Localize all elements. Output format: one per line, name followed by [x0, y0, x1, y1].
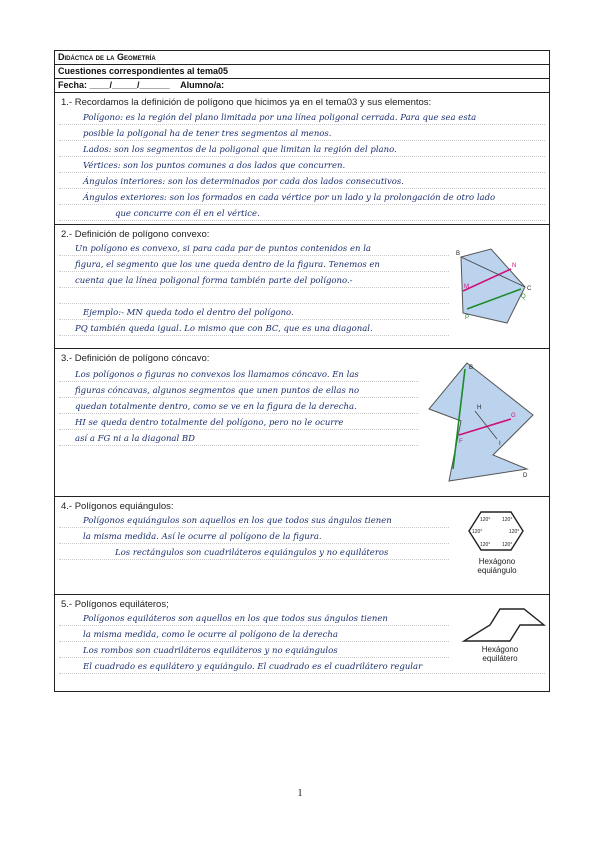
handwritten-line: Polígonos equiángulos son aquellos en los que todos sus ángulos tienen — [83, 516, 392, 526]
handwritten-line: Ángulos interiores: son los determinados por cada dos lados consecutivos. — [83, 177, 404, 187]
handwritten-line: El cuadrado es equilátero y equiángulo. El cuadrado es el cuadrilátero regular — [83, 662, 423, 672]
handwritten-line: Lados: son los segmentos de la poligonal que limitan la región del plano. — [83, 145, 397, 155]
section-title: 4.- Polígonos equiángulos: — [61, 501, 174, 512]
label-f: F — [459, 439, 463, 445]
handwritten-line: Polígonos equiláteros son aquellos en los que todos sus ángulos tienen — [83, 614, 388, 624]
handwritten-line: Vértices: son los puntos comunes a dos lados que concurren. — [83, 161, 346, 171]
angle-label: 120° — [509, 529, 520, 535]
label-b: B — [456, 251, 461, 257]
label-b: B — [469, 365, 474, 371]
label-c: C — [527, 286, 532, 292]
handwritten-line: la misma medida. Así le ocurre al polígono de la figura. — [83, 532, 322, 542]
concave-polygon-figure — [423, 359, 545, 487]
section-title: 3.- Definición de polígono cóncavo: — [61, 353, 210, 364]
angle-label: 120° — [472, 529, 483, 535]
handwritten-line: Ángulos exteriores: son los formados en cada vértice por un lado y la prolongación de otro lado — [83, 193, 496, 203]
handwritten-line: Los rombos son cuadriláteros equiláteros y no equiángulos — [83, 646, 338, 656]
angle-label: 120° — [480, 542, 491, 548]
figure-caption: Hexágono equilátero — [481, 645, 519, 663]
label-q: Q — [521, 294, 526, 300]
handwritten-line: Polígono: es la región del plano limitada por una línea poligonal cerrada. Para que sea esta — [83, 113, 477, 123]
student-field-label: Alumno/a: — [180, 80, 225, 90]
handwritten-line: quedan totalmente dentro, como se ve en la figura de la derecha. — [75, 402, 357, 412]
section-polygon-definition — [55, 93, 549, 225]
page-number: 1 — [297, 788, 303, 799]
handwritten-line: que concurre con él en el vértice. — [115, 209, 260, 219]
handwritten-line: la misma medida, como le ocurre al polígono de la derecha — [83, 630, 338, 640]
handwritten-line: Un polígono es convexo, si para cada par de puntos contenidos en la — [75, 244, 371, 254]
handwritten-line: así a FG ni a la diagonal BD — [75, 434, 195, 444]
worksheet-subtitle: Cuestiones correspondientes al tema05 — [55, 65, 549, 79]
handwritten-line: PQ también queda igual. Lo mismo que con BC, que es una diagonal. — [75, 324, 373, 334]
figure-caption: Hexágono equiángulo — [477, 557, 517, 575]
handwritten-line: figura, el segmento que los une queda dentro de la figura. Tenemos en — [75, 260, 380, 270]
handwritten-line: Los rectángulos son cuadriláteros equiángulos y no equiláteros — [115, 548, 389, 558]
section-equiangular-polygons — [55, 497, 549, 595]
handwritten-line: cuenta que la línea poligonal forma también parte del polígono.- — [75, 276, 353, 286]
section-title: 1.- Recordamos la definición de polígono que hicimos ya en el tema03 y sus elementos: — [61, 97, 432, 108]
equilateral-hexagon-figure — [460, 607, 546, 643]
worksheet — [54, 50, 550, 692]
label-g: G — [511, 413, 516, 419]
date-student-row — [55, 79, 549, 93]
handwritten-line: Los polígonos o figuras no convexos los llamamos cóncavo. En las — [75, 370, 359, 380]
label-p: P — [465, 315, 470, 321]
section-title: 2.- Definición de polígono convexo: — [61, 229, 210, 240]
angle-label: 120° — [502, 542, 513, 548]
section-title: 5.- Polígonos equiláteros; — [61, 599, 169, 610]
angle-label: 120° — [502, 517, 513, 523]
label-n: N — [512, 263, 517, 269]
label-d: D — [523, 473, 528, 479]
section-equilateral-polygons — [55, 595, 549, 691]
handwritten-line: HI se queda dentro totalmente del polígono, pero no le ocurre — [75, 418, 344, 428]
date-field-label: Fecha: ____/_____/______ — [58, 80, 170, 90]
handwritten-line: figuras cóncavas, algunos segmentos que unen puntos de ellas no — [75, 386, 360, 396]
angle-label: 120° — [480, 517, 491, 523]
handwritten-line: Ejemplo:- MN queda todo el dentro del polígono. — [83, 308, 294, 318]
handwritten-line: posible la poligonal ha de tener tres segmentos al menos. — [83, 129, 332, 139]
convex-polygon-figure — [451, 243, 543, 331]
label-i: I — [499, 441, 501, 447]
section-convex-polygon — [55, 225, 549, 349]
section-concave-polygon — [55, 349, 549, 497]
label-h: H — [477, 405, 482, 411]
equiangular-hexagon-figure — [467, 509, 525, 553]
course-title: Didáctica de la Geometría — [55, 51, 549, 65]
label-m: M — [464, 284, 469, 290]
